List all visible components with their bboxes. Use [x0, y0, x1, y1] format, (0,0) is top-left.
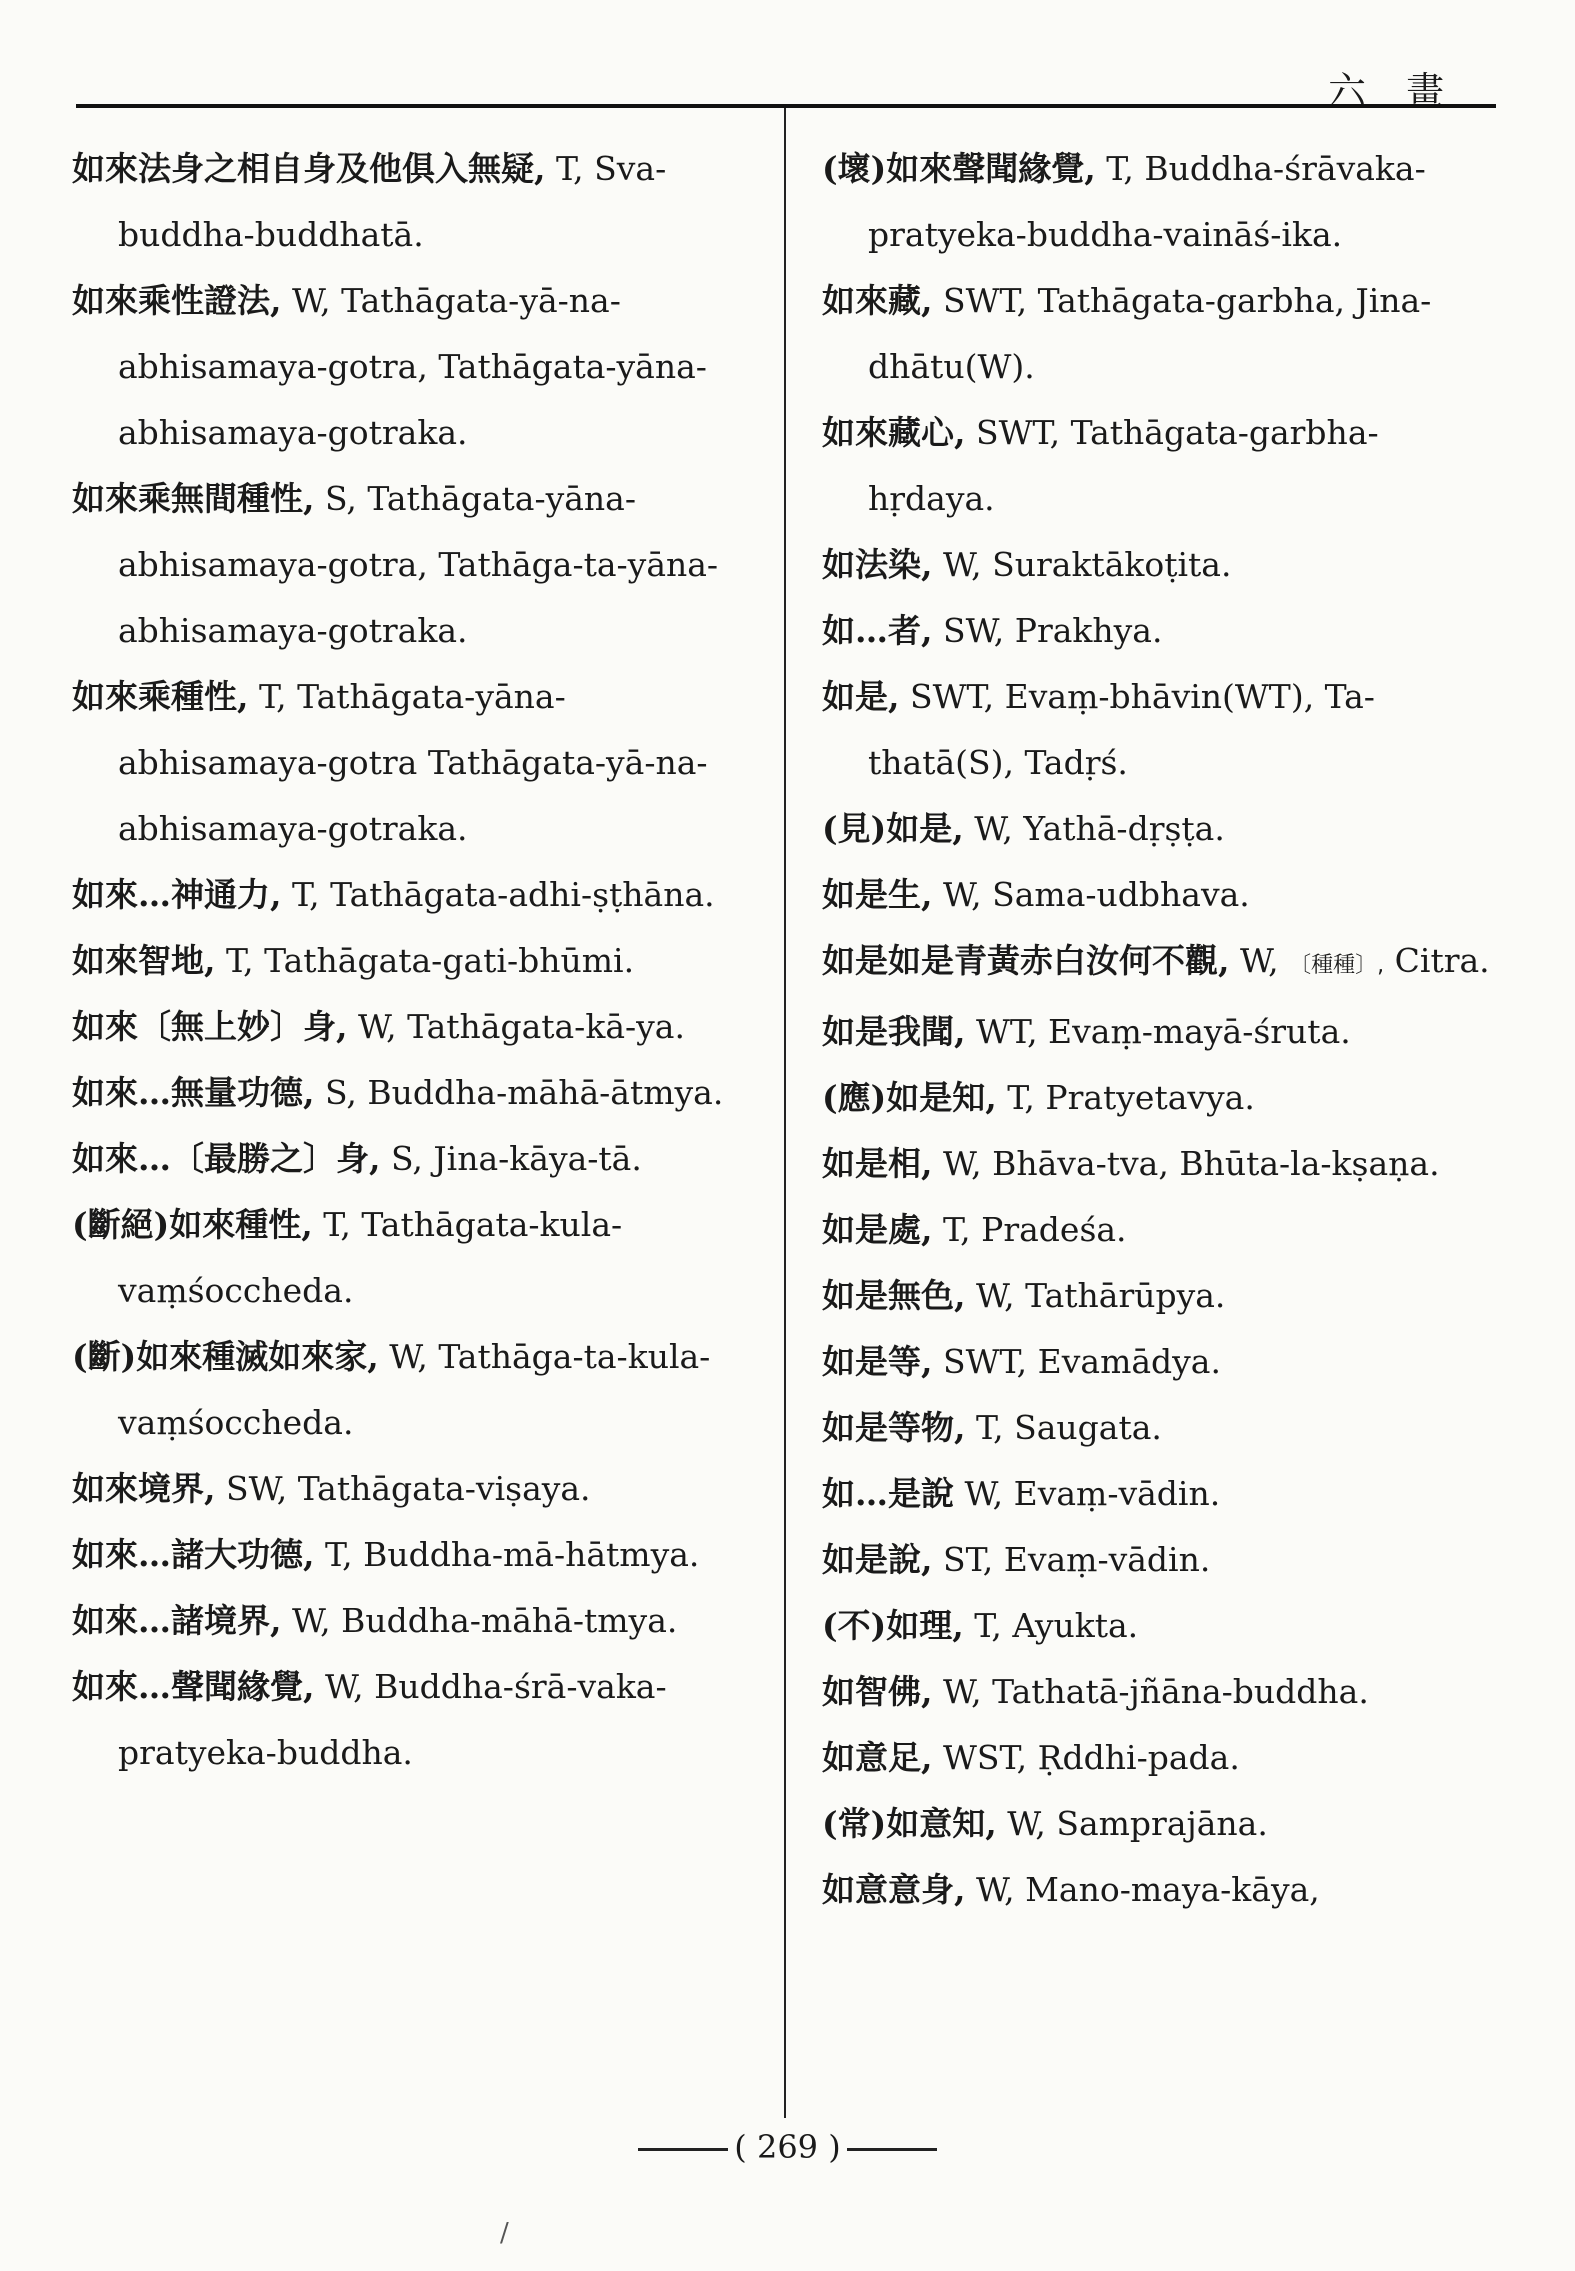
entry-headword: 如來智地, [72, 941, 216, 980]
dictionary-entry [72, 928, 752, 994]
dictionary-entry [72, 862, 752, 928]
dictionary-entry [822, 1791, 1502, 1857]
entry-gloss: ST, Evaṃ-vādin. [943, 1540, 1211, 1579]
entry-headword: 如意足, [822, 1738, 933, 1777]
dictionary-entry [822, 1065, 1502, 1131]
entry-gloss: S, Tathāgata-yāna-abhisamaya-gotra, Tathāga-ta-yāna-abhisamaya-gotraka. [118, 479, 719, 650]
entry-headword: 如來境界, [72, 1469, 216, 1508]
dictionary-entry [822, 796, 1502, 862]
dictionary-entry [822, 1197, 1502, 1263]
entry-headword: 如來…聲聞緣覺, [72, 1667, 315, 1706]
entry-headword: (見)如是, [822, 809, 964, 848]
entry-gloss: T, Ayukta. [974, 1606, 1139, 1645]
entry-gloss: T, Buddha-śrāvaka-pratyeka-buddha-vaināś-ika. [868, 149, 1426, 254]
dictionary-entry [72, 664, 752, 862]
entry-headword: (斷)如來種滅如來家, [72, 1337, 379, 1376]
dictionary-entry [72, 1654, 752, 1786]
page-footer: ( 269 ) [0, 2128, 1575, 2166]
entry-headword: 如來藏, [822, 281, 933, 320]
page-number: 269 [756, 2128, 819, 2166]
entry-gloss: W, Mano-maya-kāya, [976, 1870, 1320, 1909]
entry-gloss: SWT, Evamādya. [943, 1342, 1221, 1381]
entry-gloss: W, [1240, 941, 1279, 980]
entry-gloss: T, Pradeśa. [943, 1210, 1127, 1249]
entry-headword: 如是生, [822, 875, 933, 914]
entry-gloss: SWT, Tathāgata-garbha, Jina-dhātu(W). [868, 281, 1432, 386]
entry-headword: (斷絕)如來種性, [72, 1205, 313, 1244]
entry-headword: 如法染, [822, 545, 933, 584]
entry-gloss: W, Bhāva-tva, Bhūta-la-kṣaṇa. [943, 1144, 1440, 1183]
entry-gloss: W, Buddha-māhā-tmya. [292, 1601, 678, 1640]
entry-headword: 如來乘種性, [72, 677, 249, 716]
entry-headword: 如來…神通力, [72, 875, 282, 914]
dictionary-entry [822, 1725, 1502, 1791]
entry-headword: 如意意身, [822, 1870, 966, 1909]
entry-gloss: WT, Evaṃ-mayā-śruta. [976, 1012, 1351, 1051]
dictionary-entry [72, 1456, 752, 1522]
header-rule [76, 104, 1496, 108]
dictionary-entry [822, 1659, 1502, 1725]
entry-headword: 如…者, [822, 611, 933, 650]
entry-gloss: T, Tathāgata-adhi-ṣṭhāna. [292, 875, 715, 914]
dictionary-entry [822, 1329, 1502, 1395]
entry-gloss: S, Jina-kāya-tā. [391, 1139, 642, 1178]
dictionary-entry [822, 1593, 1502, 1659]
dictionary-entry [822, 1263, 1502, 1329]
entry-headword: 如是無色, [822, 1276, 966, 1315]
dictionary-entry [822, 1527, 1502, 1593]
entry-headword: (應)如是知, [822, 1078, 997, 1117]
entry-headword: 如是處, [822, 1210, 933, 1249]
dictionary-entry [822, 1131, 1502, 1197]
entry-gloss: SWT, Evaṃ-bhāvin(WT), Ta-thatā(S), Tadṛś. [868, 677, 1375, 782]
entry-gloss: T, Saugata. [976, 1408, 1162, 1447]
entry-gloss: W, Tathatā-jñāna-buddha. [943, 1672, 1369, 1711]
entry-gloss: W, Tathāga-ta-kula-vaṃśoccheda. [118, 1337, 711, 1442]
entry-gloss: S, Buddha-māhā-ātmya. [325, 1073, 724, 1112]
entry-headword: 如來…無量功德, [72, 1073, 315, 1112]
dictionary-entry [822, 999, 1502, 1065]
entry-headword: 如來…諸大功德, [72, 1535, 315, 1574]
entry-gloss: T, Tathāgata-kula-vaṃśoccheda. [118, 1205, 623, 1310]
entry-headword: 如是等, [822, 1342, 933, 1381]
entry-gloss: W, Tathāgata-kā-ya. [358, 1007, 685, 1046]
dictionary-entry [822, 598, 1502, 664]
entry-headword: 如是說, [822, 1540, 933, 1579]
dictionary-entry [822, 664, 1502, 796]
page-header-title: 六 畫 [1328, 69, 1459, 113]
stray-mark: / [500, 2218, 509, 2248]
dictionary-entry [72, 136, 752, 268]
entry-gloss-continuation: Citra. [1394, 941, 1490, 980]
entry-gloss: W, Sama-udbhava. [943, 875, 1250, 914]
entry-gloss: T, Sva-buddha-buddhatā. [118, 149, 667, 254]
entry-gloss: SWT, Tathāgata-garbha-hṛdaya. [868, 413, 1379, 518]
entry-headword: 如是如是青黃赤白汝何不觀, [822, 941, 1230, 980]
entry-headword: 如是等物, [822, 1408, 966, 1447]
entry-gloss: T, Tathāgata-gati-bhūmi. [226, 941, 635, 980]
column-divider [784, 108, 786, 2118]
entry-headword: 如來…〔最勝之〕身, [72, 1139, 381, 1178]
dictionary-entry [822, 1857, 1502, 1923]
dictionary-entry [72, 1588, 752, 1654]
entry-headword: 如來…諸境界, [72, 1601, 282, 1640]
dictionary-entry [822, 136, 1502, 268]
entry-gloss: T, Tathāgata-yāna-abhisamaya-gotra Tathāgata-yā-na-abhisamaya-gotraka. [118, 677, 708, 848]
dictionary-entry [72, 466, 752, 664]
footer-dash-left [638, 2148, 728, 2151]
entry-gloss: SW, Prakhya. [943, 611, 1163, 650]
entry-gloss: W, Suraktākoṭita. [943, 545, 1232, 584]
dictionary-entry [72, 1522, 752, 1588]
entry-headword: 如來〔無上妙〕身, [72, 1007, 348, 1046]
entry-headword: 如是, [822, 677, 900, 716]
right-column [822, 136, 1502, 1923]
dictionary-entry [72, 994, 752, 1060]
entry-headword: 如來乘無間種性, [72, 479, 315, 518]
left-column [72, 136, 752, 1786]
entry-headword: 如是我聞, [822, 1012, 966, 1051]
entry-gloss: T, Pratyetavya. [1007, 1078, 1255, 1117]
dictionary-entry [822, 532, 1502, 598]
entry-gloss: W, Tathārūpya. [976, 1276, 1226, 1315]
entry-headword: 如是相, [822, 1144, 933, 1183]
dictionary-entry [822, 400, 1502, 532]
entry-gloss: T, Buddha-mā-hātmya. [325, 1535, 700, 1574]
entry-gloss: WST, Ṛddhi-pada. [943, 1738, 1240, 1777]
dictionary-entry [822, 1461, 1502, 1527]
dictionary-entry [822, 928, 1502, 999]
entry-headword: (不)如理, [822, 1606, 964, 1645]
entry-gloss: SW, Tathāgata-viṣaya. [226, 1469, 591, 1508]
dictionary-entry [72, 268, 752, 466]
entry-gloss: W, Tathāgata-yā-na-abhisamaya-gotra, Tathāgata-yāna-abhisamaya-gotraka. [118, 281, 707, 452]
dictionary-entry [822, 268, 1502, 400]
entry-headword: 如來藏心, [822, 413, 966, 452]
dictionary-entry [72, 1060, 752, 1126]
entry-headword: 如來乘性證法, [72, 281, 282, 320]
entry-headword: 如來法身之相自身及他俱入無疑, [72, 149, 546, 188]
entry-headword: 如智佛, [822, 1672, 933, 1711]
entry-headword: (常)如意知, [822, 1804, 997, 1843]
entry-gloss: W, Evaṃ-vādin. [964, 1474, 1221, 1513]
dictionary-entry [72, 1126, 752, 1192]
entry-gloss: W, Yathā-dṛṣṭa. [974, 809, 1225, 848]
entry-headword: (壞)如來聲聞緣覺, [822, 149, 1096, 188]
entry-literal-note: 〔種種〕, [1289, 953, 1385, 978]
dictionary-entry [72, 1324, 752, 1456]
dictionary-entry [72, 1192, 752, 1324]
dictionary-entry [822, 1395, 1502, 1461]
entry-headword: 如…是說 [822, 1474, 954, 1513]
dictionary-entry [822, 862, 1502, 928]
entry-gloss: W, Buddha-śrā-vaka-pratyeka-buddha. [118, 1667, 667, 1772]
footer-dash-right [847, 2148, 937, 2151]
entry-gloss: W, Samprajāna. [1007, 1804, 1268, 1843]
